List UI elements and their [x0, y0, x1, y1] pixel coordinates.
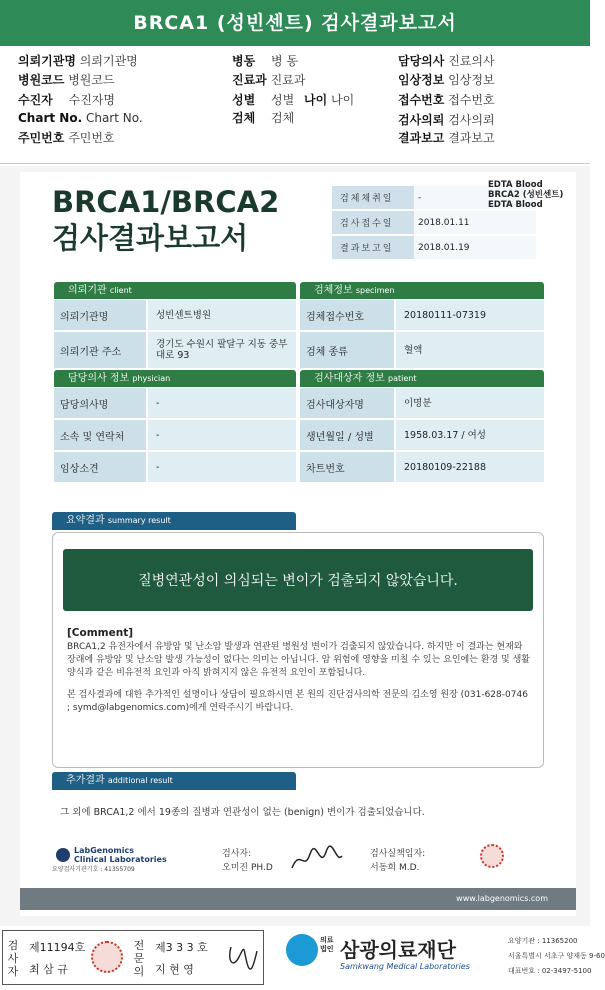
section-subtitle: patient	[388, 374, 417, 383]
meta-value: 병 동	[271, 54, 299, 68]
meta-row	[232, 91, 354, 108]
meta-row	[232, 52, 298, 69]
specimen-key: 검체 종류	[300, 332, 394, 368]
org-name: 삼광의료재단	[340, 938, 456, 962]
date-value: -	[414, 186, 536, 209]
comment-text	[67, 641, 533, 715]
seal-stamp-icon	[480, 844, 504, 868]
section-title: 검체정보	[314, 285, 353, 296]
patient-section-header	[300, 370, 544, 387]
date-value: 2018.01.19	[414, 236, 536, 259]
client-value: 경기도 수원시 팔달구 지동 중부대로 93	[148, 332, 296, 368]
date-key: 검사접수일	[340, 219, 394, 229]
labgenomics-logo	[52, 846, 167, 873]
physician-value: -	[148, 420, 296, 450]
meta-row	[398, 111, 495, 128]
seal-stamp-icon	[91, 941, 123, 973]
section-subtitle: summary result	[107, 516, 171, 525]
client-section-header	[54, 282, 296, 299]
org-type: 의료 법인	[320, 936, 334, 953]
meta-value: 의뢰기관명	[79, 54, 138, 68]
physician-key: 담당의사명	[54, 388, 146, 418]
client-key: 의뢰기관명	[54, 300, 146, 330]
patient-key: 검사대상자명	[300, 388, 394, 418]
meta-row	[398, 52, 495, 69]
executor-name: 서동희 M.D.	[370, 863, 420, 873]
box1-license-number: 제11194호	[29, 941, 86, 954]
meta-value: 진료의사	[448, 54, 495, 68]
stamp-line: EDTA Blood	[488, 180, 543, 190]
meta-value: 임상정보	[448, 73, 495, 87]
meta-row	[18, 111, 143, 125]
specialist-signature-icon	[225, 941, 259, 973]
box1-label: 검사자	[7, 939, 19, 978]
meta-key: 임상정보	[398, 73, 445, 87]
meta-key: 병원코드	[18, 73, 65, 87]
specimen-section-header	[300, 282, 544, 299]
section-subtitle: specimen	[355, 286, 395, 295]
report-sheet	[20, 172, 576, 916]
meta-row	[232, 71, 305, 88]
org-info-line: 대표번호 : 02-3497-5100	[508, 967, 592, 975]
meta-value: 병원코드	[68, 73, 115, 87]
logo-line: LabGenomics	[74, 846, 134, 855]
date-key: 검체채취일	[340, 194, 394, 204]
meta-value: Chart No.	[85, 111, 143, 125]
physician-value: -	[148, 452, 296, 482]
meta-value: 성별	[271, 93, 295, 107]
logo-line: 요양검사기관기호 : 41355709	[52, 866, 135, 873]
section-title: 의뢰기관	[68, 285, 107, 296]
section-subtitle: client	[109, 286, 132, 295]
meta-row	[18, 71, 115, 88]
meta-key: 수진자	[18, 93, 53, 107]
box2-name: 지 현 영	[155, 963, 194, 976]
date-value: 2018.01.11	[414, 211, 536, 234]
patient-value: 20180109-22188	[396, 452, 544, 482]
meta-key: 주민번호	[18, 131, 65, 145]
meta-row	[18, 129, 115, 146]
report-title-bar	[0, 0, 590, 46]
meta-value: 주민번호	[68, 131, 115, 145]
org-info	[508, 934, 605, 979]
specimen-value: 20180111-07319	[396, 300, 544, 330]
meta-value: 수진자명	[68, 93, 115, 107]
meta-key: 의뢰기관명	[18, 54, 76, 68]
meta-value: 진료과	[270, 73, 306, 87]
org-info-line: 서울특별시 서초구 양재동 9-60	[508, 952, 605, 960]
certification-footer	[0, 928, 605, 990]
section-title: 담당의사 정보	[68, 373, 130, 384]
meta-row	[18, 91, 115, 108]
meta-row	[398, 91, 495, 108]
report-footer-band	[20, 888, 576, 910]
org-english-name: Samkwang Medical Laboratories	[340, 962, 470, 971]
summary-box	[52, 532, 544, 768]
additional-result-text: 그 외에 BRCA1,2 에서 19종의 질병과 연관성이 없는 (benign) 변이가 검출되었습니다.	[60, 807, 425, 818]
section-title: 검사대상자 정보	[314, 373, 385, 384]
specimen-stamp	[488, 180, 563, 210]
signatories-box	[2, 930, 264, 985]
meta-key: 담당의사	[398, 54, 445, 68]
comment-paragraph: 본 검사결과에 대한 추가적인 설명이나 상담이 필요하시면 본 원의 진단검사의학 전문의 김소영 원장 (031-628-0746 ; symd@labgenomics.com)에게 연락주시기 바랍니다.	[67, 690, 528, 713]
stamp-line: BRCA2 (성빈센트)	[488, 190, 564, 200]
specimen-key: 검체접수번호	[300, 300, 394, 330]
logo-line: Clinical Laboratories	[74, 855, 167, 864]
meta-key: 진료과	[232, 73, 267, 87]
meta-key: 검체	[232, 111, 256, 125]
box2-label: 전문의	[133, 939, 145, 978]
summary-section-header	[52, 512, 296, 530]
patient-value: 1958.03.17 / 여성	[396, 420, 544, 450]
executor-label: 검사실책임자:	[370, 849, 426, 859]
stamp-line: EDTA Blood	[488, 200, 543, 210]
client-key: 의뢰기관 주소	[54, 332, 146, 368]
patient-key: 차트번호	[300, 452, 394, 482]
meta-key: 검사의뢰	[398, 113, 445, 127]
meta-key: 나이	[304, 93, 328, 107]
meta-value: 결과보고	[448, 131, 495, 145]
report-heading	[52, 184, 279, 256]
box2-license-number: 제3 3 3 호	[155, 941, 208, 954]
meta-value: 검체	[271, 111, 295, 125]
section-subtitle: additional result	[107, 776, 173, 785]
additional-section-header	[52, 772, 296, 790]
physician-key: 임상소견	[54, 452, 146, 482]
meta-key: 결과보고	[398, 131, 445, 145]
labgenomics-logo-icon	[56, 848, 70, 862]
comment-paragraph: BRCA1,2 유전자에서 유방암 및 난소암 발생과 연관된 병원성 변이가 검출되지 않았습니다. 하지만 이 결과는 현재와 장래에 유방암 및 난소암 발생 가능성이 없다는 의미는 아닙니다. 암 위험에 영향을 미칠 수 있는 요인에는 환경 및 생활 양식과 같은 비유전적 요인과 아직 밝혀지지 않은 유전적 요인이 포함됩니다.	[67, 642, 530, 678]
section-title: 요약결과	[66, 515, 105, 526]
comment-title: [Comment]	[67, 627, 134, 639]
signature-area	[52, 838, 544, 884]
tester-signature-icon	[288, 844, 344, 874]
meta-key: Chart No.	[18, 111, 83, 125]
specimen-value: 혈액	[396, 332, 544, 368]
report-heading-line1: BRCA1/BRCA2	[52, 185, 280, 219]
summary-result-banner: 질병연관성이 의심되는 변이가 검출되지 않았습니다.	[63, 549, 533, 611]
tester-label: 검사자:	[222, 849, 252, 859]
meta-key: 병동	[232, 54, 256, 68]
meta-row	[232, 109, 294, 126]
meta-row	[398, 71, 495, 88]
tester-name: 오미진 PH.D	[222, 863, 273, 873]
meta-key: 접수번호	[398, 93, 445, 107]
physician-value: -	[148, 388, 296, 418]
samkwang-logo-icon	[286, 934, 318, 966]
patient-key: 생년월일 / 성별	[300, 420, 394, 450]
meta-value: 나이	[331, 93, 355, 107]
date-key: 결과보고일	[340, 244, 394, 254]
physician-section-header	[54, 370, 296, 387]
patient-value: 이명분	[396, 388, 544, 418]
section-subtitle: physician	[132, 374, 171, 383]
date-row	[332, 236, 536, 259]
report-heading-line2: 검사결과보고서	[52, 221, 249, 255]
request-meta-panel	[0, 46, 590, 164]
meta-key: 성별	[232, 93, 256, 107]
physician-key: 소속 및 연락처	[54, 420, 146, 450]
date-row	[332, 211, 536, 234]
meta-row	[398, 129, 495, 146]
meta-row	[18, 52, 138, 69]
website-text: www.labgenomics.com	[456, 894, 548, 903]
client-value: 성빈센트병원	[148, 300, 296, 330]
box1-name: 최 삼 규	[29, 963, 68, 976]
section-title: 추가결과	[66, 775, 105, 786]
report-title: BRCA1 (성빈센트) 검사결과보고서	[133, 12, 457, 34]
org-info-line: 요양기관 : 11365200	[508, 937, 578, 945]
scanned-report	[0, 166, 590, 926]
meta-value: 접수번호	[448, 93, 495, 107]
meta-value: 검사의뢰	[448, 113, 495, 127]
